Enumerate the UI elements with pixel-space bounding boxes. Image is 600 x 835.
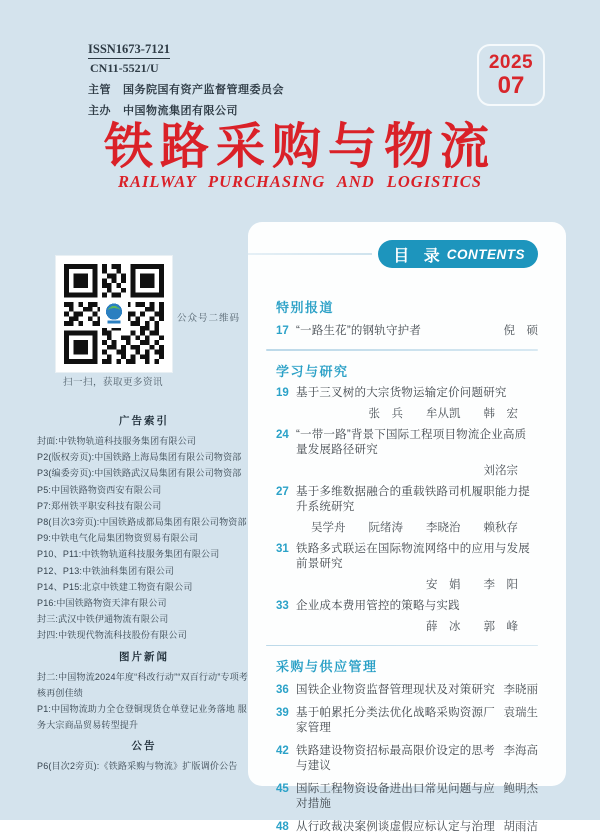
article-title: 基于多维数据融合的重载铁路司机履职能力提升系统研究: [296, 485, 530, 513]
toc-article-row: [276, 542, 538, 572]
article-page-number: 45: [276, 783, 289, 795]
toc-author-row: 安 娟 李 阳: [426, 578, 518, 591]
section-heading: 特别报道: [276, 300, 335, 315]
article-title: “一路生花”的钢轨守护者: [296, 325, 422, 337]
article-page-number: 17: [276, 325, 289, 337]
toc-author-row: 刘洺宗: [483, 464, 518, 477]
section-divider: [266, 349, 538, 351]
article-authors: 鲍明杰: [503, 783, 538, 795]
toc-author-row: 吴学舟 阮绪涛 李晓治 赖秋存: [311, 521, 518, 534]
section-heading: 学习与研究: [276, 363, 349, 379]
article-authors: 李晓丽: [503, 684, 538, 696]
publication-info: [88, 40, 284, 118]
article-title: 铁路多式联运在国际物流网络中的应用与发展前景研究: [296, 542, 530, 570]
article-authors: 倪 硕: [503, 325, 538, 337]
article-page-number: 48: [276, 821, 289, 833]
article-page-number: 24: [276, 428, 289, 441]
sidebar-lists: [37, 408, 251, 775]
photo-news-item: 封二:中国物流2024年度“科改行动”“双百行动”专项考核再创佳绩: [37, 671, 249, 698]
toc-lead-line: [248, 253, 372, 255]
ad-index-item: P8(目次3旁页):中国铁路成都局集团有限公司物资部: [37, 517, 247, 528]
article-title: 企业成本费用管控的策略与实践: [296, 599, 460, 612]
toc-article-row: [276, 782, 538, 812]
toc-article-row: [276, 599, 538, 614]
article-page-number: 39: [276, 707, 289, 719]
section-divider: [266, 645, 538, 647]
article-title: 国铁企业物资监督管理现状及对策研究: [296, 684, 495, 696]
issue-number: 07: [497, 72, 525, 99]
article-page-number: 27: [276, 485, 289, 498]
ad-index-item: 封三:武汉中铁伊通物流有限公司: [37, 614, 169, 625]
article-title: 铁路建设物资招标最高限价设定的思考与建议: [296, 745, 495, 772]
ad-index-item: 封面:中铁物轨道科技服务集团有限公司: [37, 436, 197, 446]
ad-index-item: P7:郑州铁平职安科技有限公司: [37, 500, 162, 511]
article-page-number: 33: [276, 599, 289, 612]
toc-article-row: [276, 744, 538, 774]
article-page-number: 36: [276, 684, 289, 696]
ad-index-item: P12、P13:中铁油科集团有限公司: [37, 565, 175, 576]
toc-section-special-report: [276, 297, 538, 339]
organizer-name: 中国物流集团有限公司: [123, 105, 238, 117]
article-title: 从行政裁决案例谈虚假应标认定与治理: [296, 821, 495, 833]
organizer-label: 主办: [88, 105, 111, 117]
qr-code: [55, 255, 173, 373]
article-authors: 李海高: [503, 745, 538, 757]
article-title: “一带一路”背景下国际工程项目物流企业高质量发展路径研究: [296, 428, 527, 456]
supervisor-name: 国务院国有资产监督管理委员会: [123, 84, 284, 96]
article-authors: 胡雨洁: [503, 821, 538, 833]
toc-article-row: [276, 324, 538, 339]
article-title: 基于三叉树的大宗货物运输定价问题研究: [296, 386, 507, 399]
toc-article-row: [276, 386, 538, 401]
toc-article-row: [276, 706, 538, 736]
issn-number: ISSN1673-7121: [88, 42, 170, 59]
issue-year: 2025: [488, 52, 534, 73]
article-title: 基于帕累托分类法优化战略采购资源厂家管理: [296, 707, 495, 734]
ad-index-item: 封四:中铁现代物流科技股份有限公司: [37, 630, 187, 641]
toc-author-row: 张 兵 牟从凯 韩 宏: [368, 407, 518, 420]
notice-item: P6(目次2旁页):《铁路采购与物流》扩版调价公告: [37, 761, 238, 772]
article-title: 国际工程物资设备进出口常见问题与应对措施: [296, 783, 495, 810]
photo-news-item: P1:中国物流助力全仓登铜现货仓单登记业务落地 服务大宗商品贸易转型提升: [37, 704, 248, 731]
toc-article-row: [276, 428, 538, 458]
notice-heading: 公告: [131, 740, 157, 753]
ad-index-heading: 广告索引: [119, 415, 169, 427]
ad-index-item: P5:中国铁路物资西安有限公司: [37, 484, 162, 495]
toc-article-row: [276, 683, 538, 698]
toc-author-row: 薛 冰 郭 峰: [426, 620, 518, 633]
photo-news-heading: 图片新闻: [119, 650, 169, 663]
article-page-number: 31: [276, 542, 289, 555]
ad-index-item: P2(版权旁页):中国铁路上海局集团有限公司物资部: [37, 452, 242, 463]
toc-article-row: [276, 820, 538, 835]
ad-index-item: P9:中铁电气化局集团物资贸易有限公司: [37, 533, 199, 544]
magazine-title-en: RAILWAY PURCHASING AND LOGISTICS: [118, 172, 482, 191]
supervisor-label: 主管: [88, 84, 111, 96]
toc-label-cn: 目 录: [393, 247, 445, 265]
qr-code-image: [64, 264, 164, 364]
ad-index-item: P10、P11:中铁物轨道科技服务集团有限公司: [37, 549, 220, 560]
issue-badge: [477, 44, 545, 106]
contents-panel: [248, 222, 566, 833]
toc-header-row: [276, 240, 538, 268]
toc-section-study-research: [276, 361, 538, 635]
article-page-number: 42: [276, 745, 289, 757]
article-authors: 袁瑞生: [503, 707, 538, 719]
article-page-number: 19: [276, 386, 289, 399]
section-heading: 采购与供应管理: [276, 659, 378, 674]
toc-label-en: CONTENTS: [446, 246, 525, 262]
ad-index-item: P14、P15:北京中铁建工物资有限公司: [37, 581, 193, 592]
magazine-title-cn: 铁路采购与物流: [103, 120, 496, 174]
ad-index-item: P16:中国铁路物资天津有限公司: [37, 598, 167, 609]
toc-section-purchasing-supply: [276, 656, 538, 835]
ad-index-item: P3(编委旁页):中国铁路武汉局集团有限公司物资部: [37, 468, 242, 479]
toc-article-row: [276, 485, 538, 515]
qr-caption-bottom: 扫一扫，获取更多资讯: [62, 377, 163, 388]
supervisor-line: [88, 81, 284, 97]
toc-pill: [378, 240, 538, 268]
cn-number: CN11-5521/U: [90, 61, 159, 75]
qr-caption-side: 公众号二维码: [177, 313, 241, 324]
